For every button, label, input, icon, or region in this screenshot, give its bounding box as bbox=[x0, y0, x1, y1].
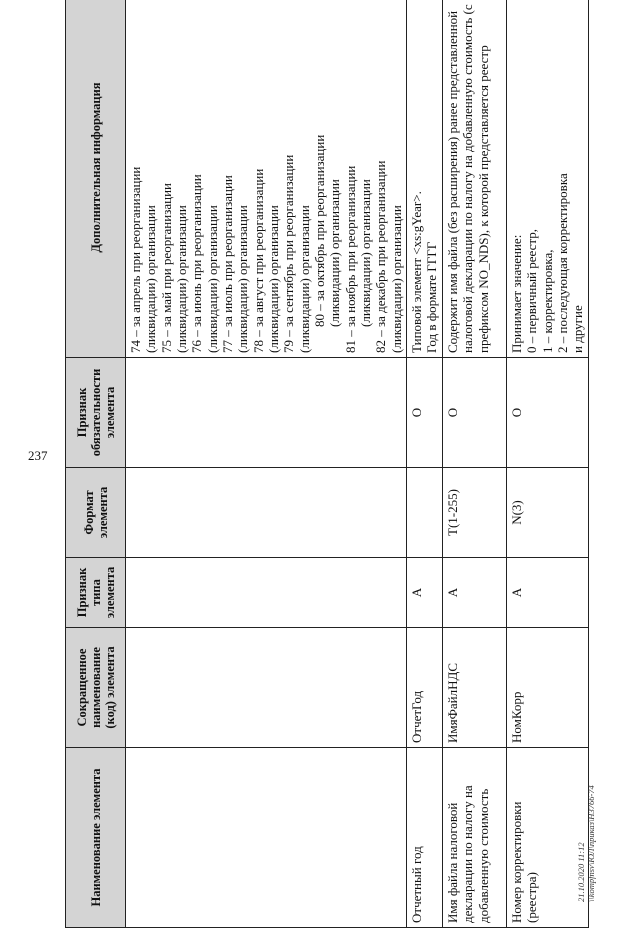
cell-type: А bbox=[506, 558, 588, 628]
header-name: Наименование элемента bbox=[66, 748, 126, 928]
cell-name: Имя файла налоговой декларации по налогу на добавленную стоимость bbox=[442, 748, 506, 928]
info-line: 79 – за сентябрь при реорганизации bbox=[281, 154, 297, 353]
continuation-info-cell bbox=[126, 0, 407, 358]
cell-type: А bbox=[442, 558, 506, 628]
info-line: 82 – за декабрь при реорганизации bbox=[373, 160, 389, 353]
cell-required: О bbox=[406, 358, 442, 468]
info-line: (ликвидации) организации bbox=[357, 179, 373, 327]
header-required: Признак обязательности элемента bbox=[66, 358, 126, 468]
info-line: (ликвидации) организации bbox=[235, 205, 251, 353]
page-number: 237 bbox=[28, 448, 48, 463]
info-line: 2 – последующая корректировка bbox=[554, 173, 570, 353]
cell-type: А bbox=[406, 558, 442, 628]
cell-info bbox=[406, 0, 442, 358]
info-line: (ликвидации) организации bbox=[388, 205, 404, 353]
cell-format: Т(1-255) bbox=[442, 468, 506, 558]
header-info: Дополнительная информация bbox=[66, 0, 126, 358]
info-line: (ликвидации) организации bbox=[296, 205, 312, 353]
data-table bbox=[65, 0, 589, 928]
footer-date: 21.10.2020 11:12 bbox=[576, 842, 586, 902]
cell-code: ИмяФайлНДС bbox=[442, 628, 506, 748]
info-line: 78 – за август при реорганизации bbox=[250, 168, 266, 353]
info-line: 77 – за июль при реорганизации bbox=[219, 175, 235, 353]
cell-info: Содержит имя файла (без расширения) ранее представленной налоговой декларации по налогу на добавленную стоимость (с префиксом NO_NDS), к которой представляется реестр bbox=[442, 0, 506, 358]
info-line: 1 – корректировка, bbox=[539, 249, 555, 353]
info-line: 74 – за апрель при реорганизации bbox=[128, 166, 143, 353]
header-format: Формат элемента bbox=[66, 468, 126, 558]
info-line: 0 – первичный реестр, bbox=[524, 229, 540, 353]
info-line: Принимает значение: bbox=[508, 234, 524, 353]
cell-code: НомКорр bbox=[506, 628, 588, 748]
header-type: Признак типа элемента bbox=[66, 558, 126, 628]
info-line: (ликвидации) организации bbox=[327, 179, 343, 327]
info-line: и другие bbox=[570, 305, 586, 353]
footer-path: \\kompfnsv\ЮЛ\приказ\Н3766-74 bbox=[586, 785, 597, 902]
info-line: 75 – за май при реорганизации bbox=[158, 183, 174, 353]
table-row bbox=[442, 0, 506, 928]
header-row bbox=[66, 0, 126, 928]
header-code: Сокращенное наименование (код) элемента bbox=[66, 628, 126, 748]
footer-stamp bbox=[576, 742, 616, 902]
info-line: (ликвидации) организации bbox=[143, 205, 159, 353]
info-line: Год в формате ГГГГ bbox=[424, 241, 440, 353]
table-row-continuation bbox=[126, 0, 407, 928]
info-line: (ликвидации) организации bbox=[204, 205, 220, 353]
table-row bbox=[406, 0, 442, 928]
cell-info bbox=[506, 0, 588, 358]
cell-format: N(3) bbox=[506, 468, 588, 558]
info-line: 76 – за июнь при реорганизации bbox=[189, 174, 205, 353]
cell-name: Отчетный год bbox=[406, 748, 442, 928]
info-line: Типовой элемент <xs:gYear>. bbox=[408, 191, 424, 353]
info-line: 80 – за октябрь при реорганизации bbox=[311, 134, 327, 327]
cell-format bbox=[406, 468, 442, 558]
info-line: (ликвидации) организации bbox=[173, 205, 189, 353]
cell-required: О bbox=[442, 358, 506, 468]
cell-code: ОтчетГод bbox=[406, 628, 442, 748]
info-line: (ликвидации) организации bbox=[265, 205, 281, 353]
cell-required: О bbox=[506, 358, 588, 468]
cell-name: Номер корректировки (реестра) bbox=[506, 748, 588, 928]
info-line: 81 – за ноябрь при реорганизации bbox=[342, 165, 358, 353]
